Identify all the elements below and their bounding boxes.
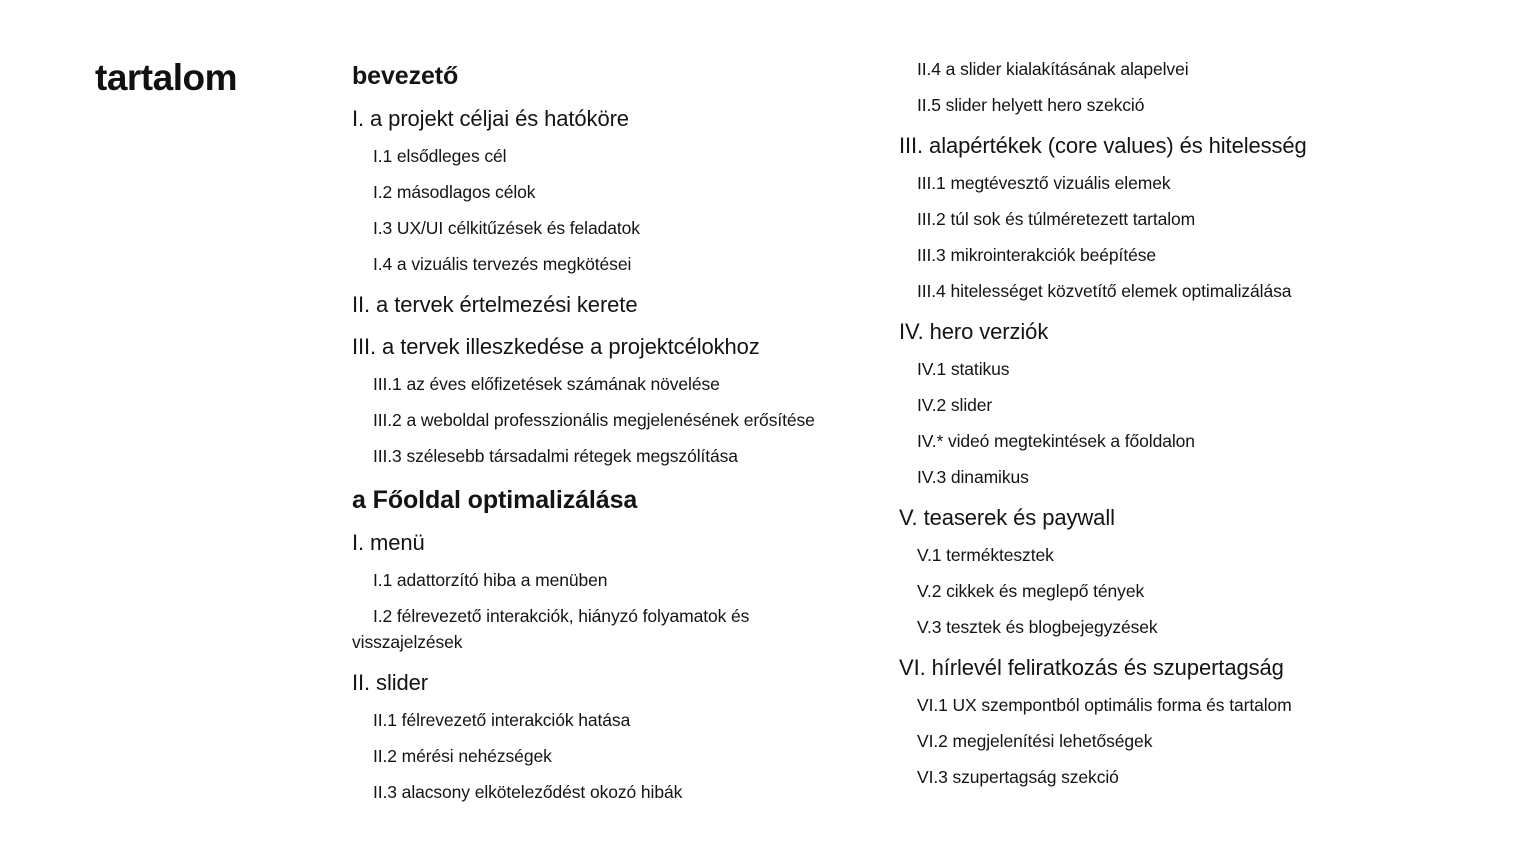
toc-entry-level2: IV.* videó megtekintések a főoldalon [917, 431, 1195, 451]
toc-entry-level2: III.2 túl sok és túlméretezett tartalom [917, 209, 1196, 229]
toc-column-1 [352, 55, 852, 815]
toc-entry-level2: IV.2 slider [917, 395, 993, 415]
toc-entry-level2: III.1 az éves előfizetések számának növelése [373, 374, 720, 394]
toc-entry-level1: VI. hírlevél feliratkozás és szupertagság [899, 655, 1284, 680]
toc-entry-level2: II.1 félrevezető interakciók hatása [373, 710, 631, 730]
toc-entry-level2: V.2 cikkek és meglepő tények [917, 581, 1145, 601]
toc-entry-level1: II. slider [352, 670, 429, 695]
toc-entry-level2: V.3 tesztek és blogbejegyzések [917, 617, 1158, 637]
toc-column-2 [899, 56, 1404, 800]
toc-entry-level2: III.1 megtévesztő vizuális elemek [917, 173, 1171, 193]
toc-section-heading: bevezető [352, 62, 459, 90]
toc-entry-level2: VI.2 megjelenítési lehetőségek [917, 731, 1153, 751]
toc-entry-level2: I.2 másodlagos célok [373, 182, 536, 202]
toc-entry-level2: I.2 félrevezető interakciók, hiányzó folyamatok és visszajelzések [352, 606, 750, 652]
toc-entry-level1: V. teaserek és paywall [899, 505, 1115, 530]
toc-entry-level2: I.1 adattorzító hiba a menüben [373, 570, 608, 590]
toc-entry-level1: I. menü [352, 530, 425, 555]
toc-entry-level2: II.5 slider helyett hero szekció [917, 95, 1145, 115]
toc-entry-level1: IV. hero verziók [899, 319, 1049, 344]
toc-entry-level2: V.1 terméktesztek [917, 545, 1054, 565]
toc-entry-level2: III.4 hitelességet közvetítő elemek optimalizálása [917, 281, 1292, 301]
toc-entry-level2: II.3 alacsony elköteleződést okozó hibák [373, 782, 683, 802]
toc-entry-level2: III.3 mikrointerakciók beépítése [917, 245, 1156, 265]
toc-entry-level2: VI.1 UX szempontból optimális forma és tartalom [917, 695, 1292, 715]
toc-entry-level1: II. a tervek értelmezési kerete [352, 292, 638, 317]
toc-entry-level2: I.3 UX/UI célkitűzések és feladatok [373, 218, 640, 238]
toc-entry-level2: III.2 a weboldal professzionális megjelenésének erősítése [373, 410, 815, 430]
toc-entry-level2: I.4 a vizuális tervezés megkötései [373, 254, 632, 274]
toc-entry-level2: IV.1 statikus [917, 359, 1010, 379]
toc-entry-level2: II.2 mérési nehézségek [373, 746, 552, 766]
toc-section-heading: a Főoldal optimalizálása [352, 486, 638, 514]
toc-entry-level1: III. alapértékek (core values) és hitelesség [899, 133, 1307, 158]
toc-entry-level2: I.1 elsődleges cél [373, 146, 507, 166]
toc-entry-level2: II.4 a slider kialakításának alapelvei [917, 59, 1189, 79]
page-title: tartalom [95, 57, 237, 98]
toc-entry-level2: III.3 szélesebb társadalmi rétegek megszólítása [373, 446, 738, 466]
toc-entry-level2: IV.3 dinamikus [917, 467, 1029, 487]
toc-entry-level1: III. a tervek illeszkedése a projektcélokhoz [352, 334, 760, 359]
toc-entry-level2: VI.3 szupertagság szekció [917, 767, 1119, 787]
toc-entry-level1: I. a projekt céljai és hatóköre [352, 106, 629, 131]
